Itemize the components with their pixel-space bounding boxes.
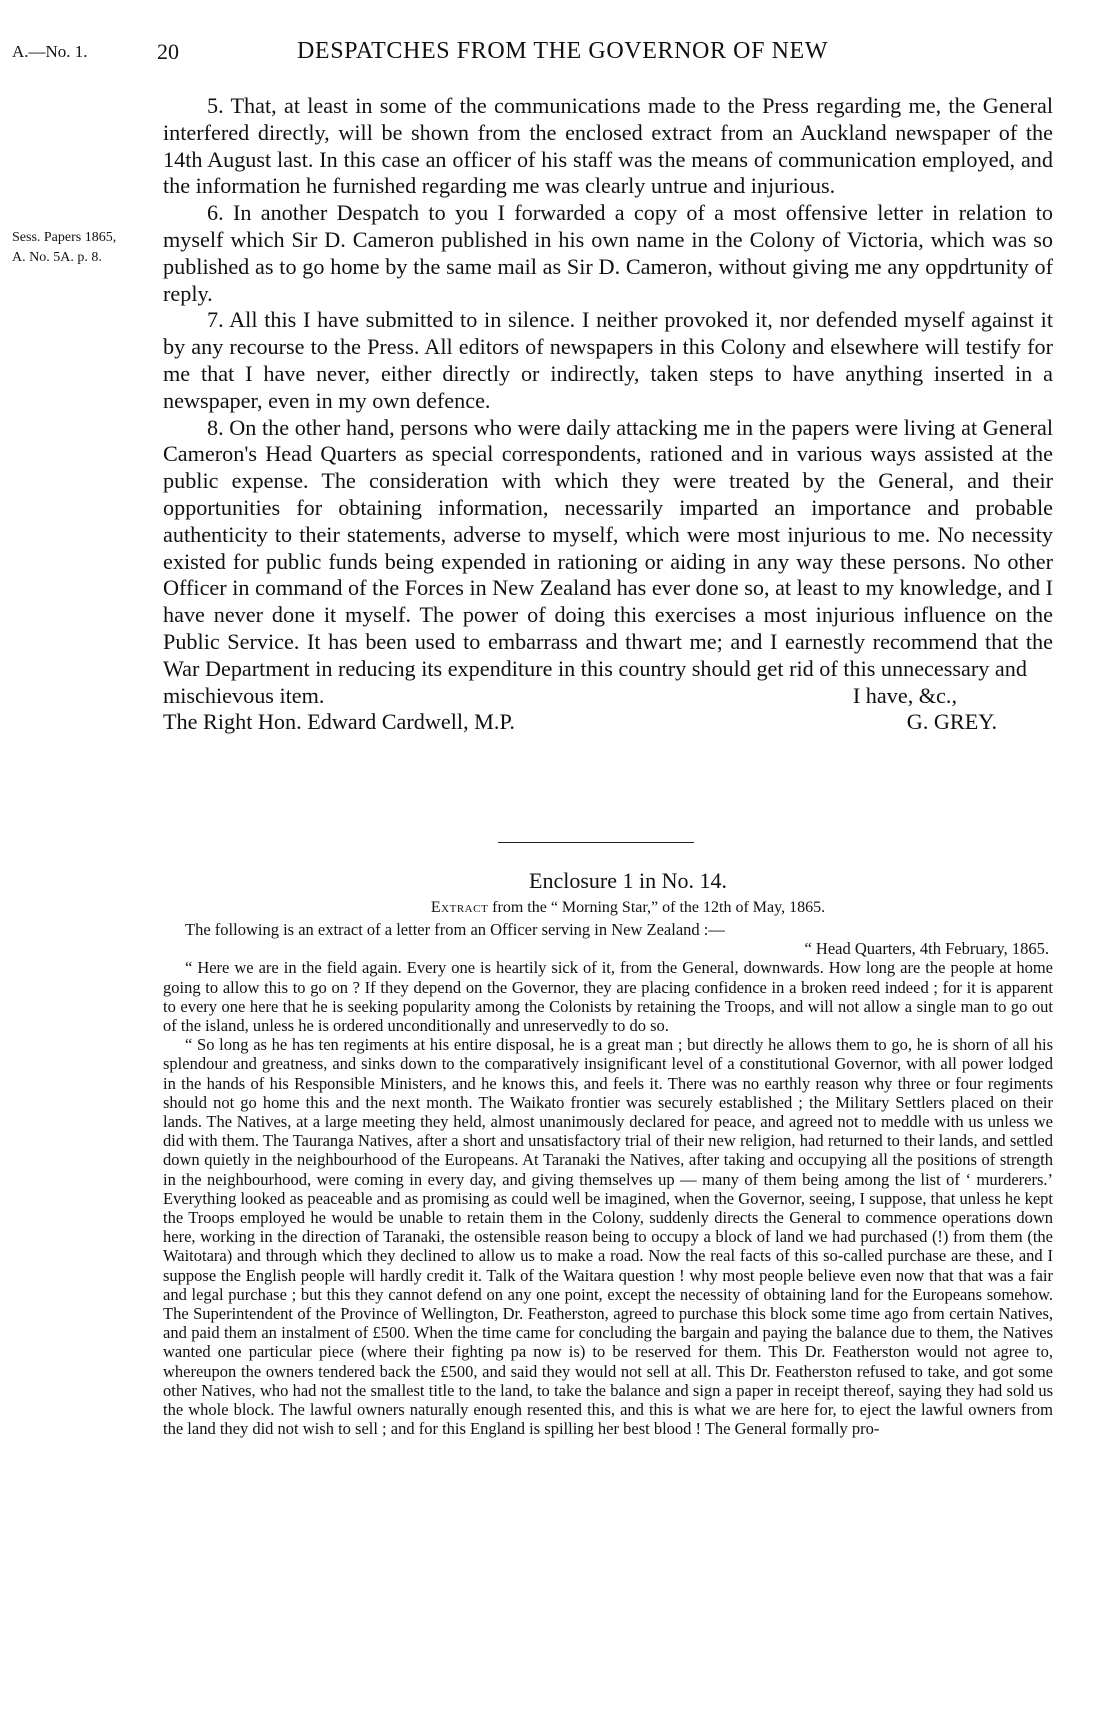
- running-title: DESPATCHES FROM THE GOVERNOR OF NEW: [297, 38, 829, 64]
- margin-note-line: Sess. Papers 1865,: [12, 230, 117, 245]
- section-divider: [498, 842, 694, 843]
- closing-line: [163, 683, 1053, 710]
- enclosure-source: [203, 896, 1053, 920]
- signature: G. GREY.: [906, 709, 997, 735]
- enclosure-source-text: from the “ Morning Star,” of the 12th of May, 1865.: [492, 899, 826, 916]
- page-number: 20: [157, 39, 179, 64]
- closing-formula: I have, &c.,: [852, 682, 957, 708]
- paragraph-8: 8. On the other hand, persons who were daily attacking me in the papers were living at General Cameron's Head Quarters as special correspondents, rationed and in various ways assisted at the public expense. The consideration with which they were treated by the General, and their opportunities for obtaining information, necessarily imparted an importance and probable authenticity to their statements, adverse to myself, which were most injurious to me. No necessity existed for public funds being expended in rationing or aiding in any way these persons. No other Officer in command of the Forces in New Zealand has ever done so, at least to my knowledge, and I have never done it myself. The power of doing this exercises a most injurious influence on the Public Service. It has been used to embarrass and thwart me; and I earnestly recommend that the War Department in reducing its expenditure in this country should get rid of this unnecessary and: [163, 414, 1053, 681]
- paper-reference: A.—No. 1.: [12, 42, 88, 61]
- margin-note-line: A. No. 5A. p. 8.: [12, 250, 102, 265]
- enclosure: [163, 866, 1053, 1438]
- signature-line: [163, 709, 1053, 736]
- enclosure-dateline: “ Head Quarters, 4th February, 1865.: [804, 939, 1049, 959]
- enclosure-body: [163, 920, 1053, 1438]
- addressee: The Right Hon. Edward Cardwell, M.P.: [163, 709, 515, 735]
- paragraph-6: 6. In another Despatch to you I forwarded a copy of a most offensive letter in relation to myself which Sir D. Cameron published in his own name in the Colony of Victoria, which was so published as to go home by the same mail as Sir D. Cameron, without giving me any oppdrtunity of reply.: [163, 200, 1053, 306]
- enclosure-paragraph: “ So long as he has ten regiments at his entire disposal, he is a great man ; but directly he allows them to go, he is shorn of all his splendour and greatness, and sinks down to the comparatively insignificant level of a constitutional Governor, with all power lodged in the hands of his Responsible Ministers, and he knows this, and feels it. There was no earthly reason why three or four regiments should not go home this and the next month. The Waikato frontier was securely established ; the Military Settlers placed on their lands. The Natives, at a large meeting they held, almost unanimously declared for peace, and agreed not to meddle with us unless we did with them. The Tauranga Natives, after a short and unsatisfactory trial of their new religion, had returned to their lands, and settled down quietly in the neighbourhood of the Europeans. At Taranaki the Natives, after taking and occupying all the positions of strength in the neighbourhood, were coming in every day, and giving themselves up — many of them being among the list of ‘ murderers.’ Everything looked as peaceable and as promising as could well be imagined, when the Governor, seeing, I suppose, that unless he kept the Troops employed he would be unable to retain them in the Colony, suddenly directs the General to commence operations down here, working in the direction of Taranaki, the ostensible reason being to occupy a block of land we had purchased (!) from them (the Waitotara) and through which they declined to allow us to make a road. Now the real facts of this so-called purchase are these, and I suppose the English people will hardly credit it. Talk of the Waitara question ! why most people believe even now that that was a fair and legal purchase ; but this they cannot defend on any one point, except the necessity of obtaining land for the Europeans somehow. The Superintendent of the Province of Wellington, Dr. Featherston, agreed to purchase this block some time ago from certain Natives, and paid them an instalment of £500. When the time came for concluding the bargain and paying the balance due to them, the Natives wanted one particular piece (where their fighting pa now is) to be reserved for them. This Dr. Featherston would not agree to, whereupon the owners tendered back the £500, and said they would not sell at all. This Dr. Featherston refused to take, and got some other Natives, who had not the smallest title to the land, to take the balance and sign a paper in receipt thereof, saying they had sold us the whole block. The lawful owners naturally enough resented this, and this is what we are here for, to eject the lawful owners from the land they did not wish to sell ; and for this England is spilling her best blood ! The General formally pro-: [163, 1035, 1053, 1439]
- paragraph-8-end: mischievous item.: [163, 682, 325, 708]
- enclosure-intro: The following is an extract of a letter from an Officer serving in New Zealand :—: [185, 920, 725, 939]
- despatch-body: [163, 93, 1053, 736]
- enclosure-source-prefix: Extract: [430, 899, 489, 916]
- margin-note: [12, 228, 116, 268]
- paragraph-7: 7. All this I have submitted to in silence. I neither provoked it, nor defended myself against it by any recourse to the Press. All editors of newspapers in this Colony and elsewhere will testify for me that I have never, either directly or indirectly, taken steps to have anything inserted in a newspaper, even in my own defence.: [163, 307, 1053, 413]
- enclosure-title: Enclosure 1 in No. 14.: [529, 868, 727, 893]
- enclosure-paragraph: “ Here we are in the field again. Every one is heartily sick of it, from the General, downwards. How long are the people at home going to allow this to go on ? If they depend on the Governor, they are placing confidence in a broken reed indeed ; for it is apparent to every one here that he is seeking popularity among the Colonists by retaining the Troops, and will not allow a single man to go out of the island, unless he is ordered unconditionally and unreservedly to do so.: [163, 958, 1053, 1036]
- paragraph-5: 5. That, at least in some of the communications made to the Press regarding me, the General interfered directly, will be shown from the enclosed extract from an Auckland newspaper of the 14th August last. In this case an officer of his staff was the means of communication employed, and the information he furnished regarding me was clearly untrue and injurious.: [163, 93, 1053, 199]
